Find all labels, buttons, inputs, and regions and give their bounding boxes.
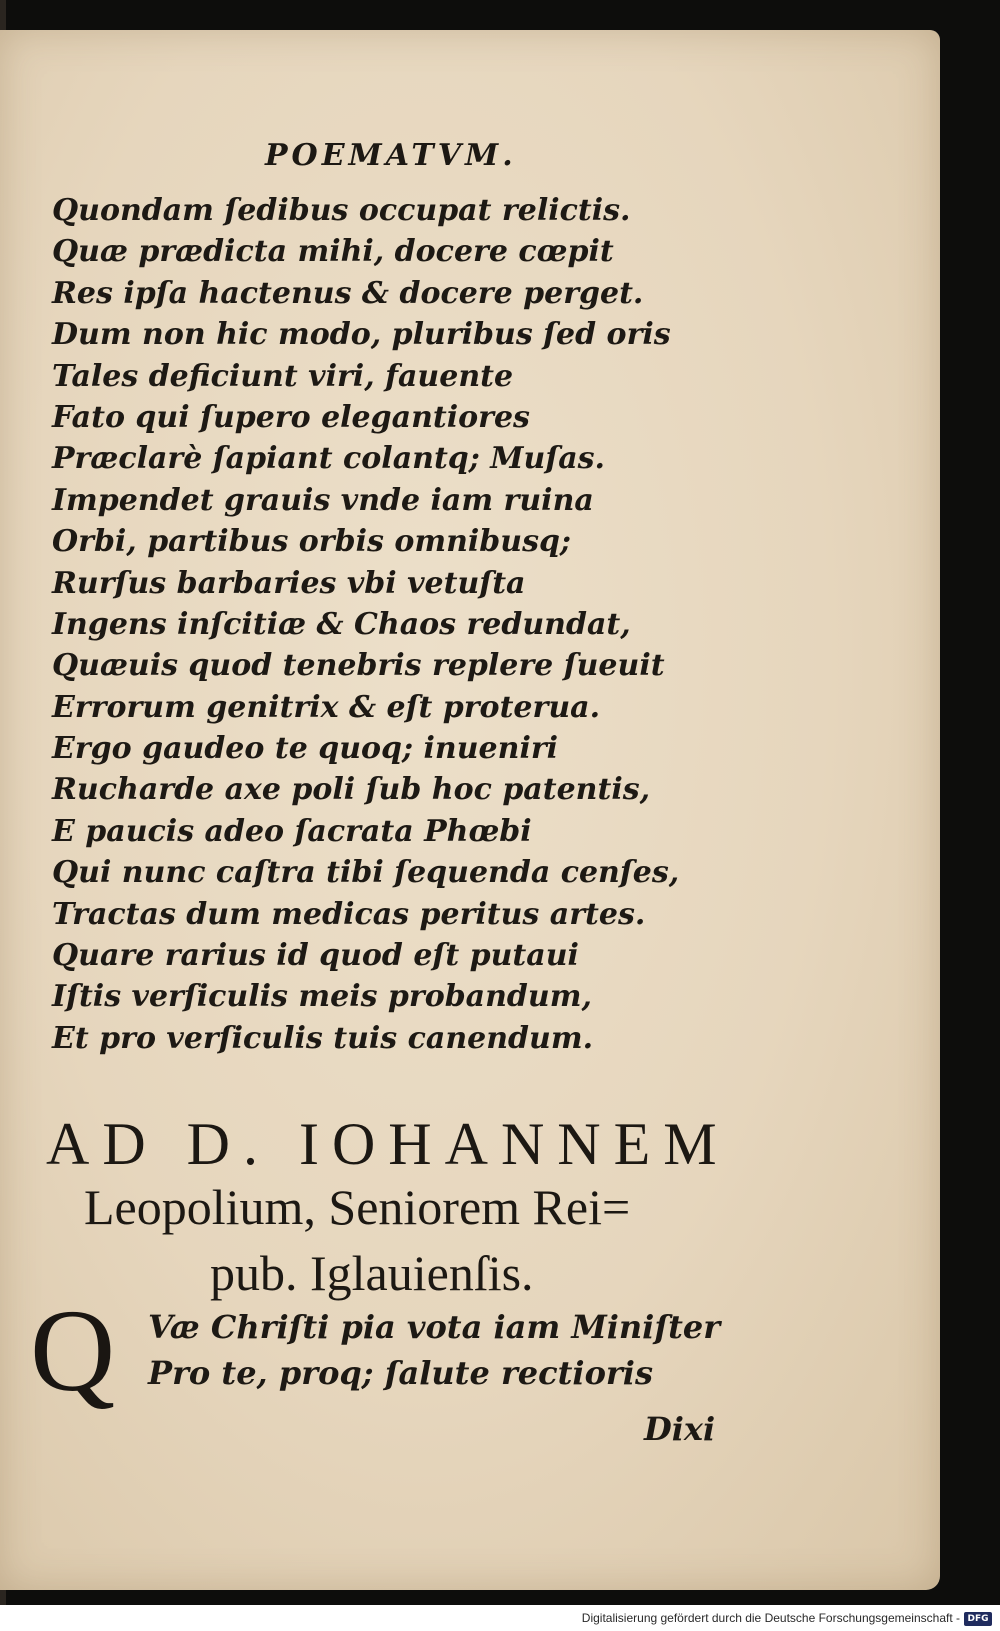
digitization-footer: [0, 1605, 1000, 1631]
verse-line: Qui nunc caſtra tibi ſequenda cenſes,: [52, 855, 680, 891]
poem-heading-line-2: Leopolium, Seniorem Rei=: [84, 1179, 631, 1235]
verse-line: Præclarè ſapiant colantq; Muſas.: [52, 441, 605, 477]
drop-cap-initial: Q: [30, 1285, 116, 1416]
funding-credit: Digitalisierung gefördert durch die Deutsche Forschungsgemeinschaft -: [581, 1611, 960, 1625]
verse-line: Orbi, partibus orbis omnibusq;: [52, 524, 572, 560]
verse-line: Dum non hic modo, pluribus ſed oris: [52, 317, 671, 353]
poem-line: Væ Chriſti pia vota iam Miniſter: [148, 1308, 721, 1346]
verse-block: [52, 190, 680, 1059]
verse-line: Rurſus barbaries vbi vetuſta: [52, 565, 526, 601]
verse-line: Quæuis quod tenebris replere ſueuit: [52, 648, 665, 684]
verse-line: Quare rarius id quod eſt putaui: [52, 938, 579, 974]
verse-line: Quæ prædicta mihi, docere cœpit: [52, 234, 614, 270]
verse-line: Et pro verſiculis tuis canendum.: [52, 1020, 594, 1056]
verse-line: Res ipſa hactenus & docere perget.: [52, 275, 644, 311]
poem-heading-line-1: AD D. IOHANNEM: [46, 1111, 730, 1177]
verse-line: Fato qui ſupero elegantiores: [52, 399, 530, 435]
poem-line: Pro te, proq; ſalute rectioris: [148, 1354, 653, 1392]
verse-line: Ingens inſcitiæ & Chaos redundat,: [52, 606, 631, 642]
verse-line: Iſtis verſiculis meis probandum,: [52, 979, 592, 1015]
catchword: Dixi: [644, 1410, 716, 1448]
book-page: [0, 30, 940, 1590]
running-head: POEMATVM.: [265, 138, 517, 173]
verse-line: Errorum genitrix & eſt proterua.: [52, 689, 601, 725]
verse-line: Tractas dum medicas peritus artes.: [52, 896, 646, 932]
verse-line: Tales deficiunt viri, fauente: [52, 358, 514, 394]
verse-line: Rucharde axe poli ſub hoc patentis,: [52, 772, 651, 808]
verse-line: Quondam ſedibus occupat relictis.: [52, 193, 631, 228]
dfg-logo-icon: DFG: [964, 1612, 992, 1626]
verse-line: Ergo gaudeo te quoq; inueniri: [52, 731, 559, 767]
verse-line: Impendet grauis vnde iam ruina: [52, 482, 594, 518]
verse-line: E paucis adeo ſacrata Phœbi: [52, 813, 532, 849]
poem-heading-line-3: pub. Iglauienſis.: [210, 1245, 534, 1301]
